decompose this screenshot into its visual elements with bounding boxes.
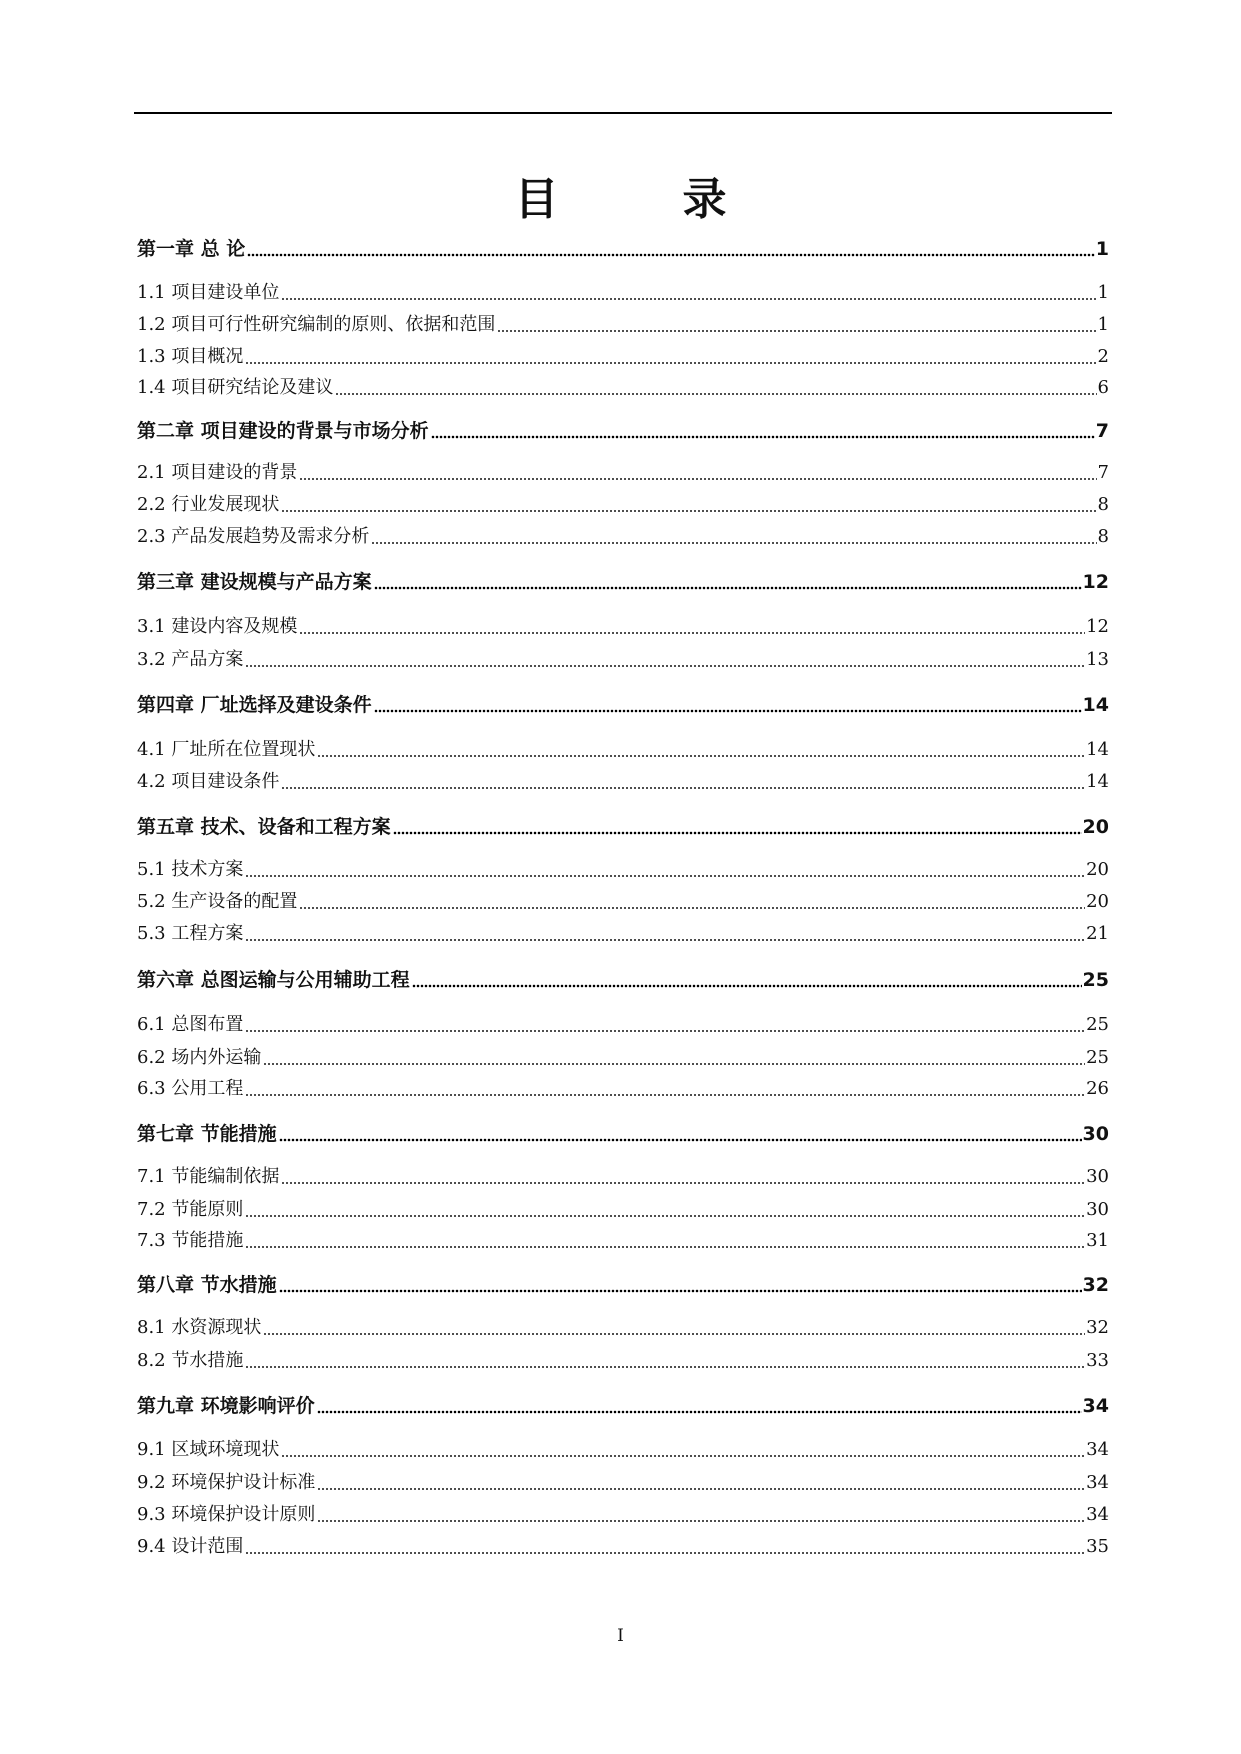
toc-page-number: 30 <box>1086 1199 1109 1220</box>
toc-entry-title: 9.4 设计范围 <box>137 1536 244 1557</box>
toc-page-number: 25 <box>1086 1047 1109 1068</box>
toc-page-number: 26 <box>1086 1078 1109 1099</box>
toc-entry-title: 8.1 水资源现状 <box>137 1317 262 1338</box>
toc-page-number: 20 <box>1086 859 1109 880</box>
toc-entry-title: 第五章 技术、设备和工程方案 <box>137 816 391 838</box>
toc-page-number: 1 <box>1095 238 1109 260</box>
toc-dot-leader <box>279 1138 1082 1142</box>
toc-entry-title: 第一章 总 论 <box>137 238 246 260</box>
toc-chapter-entry[interactable] <box>137 565 1109 595</box>
toc-dot-leader <box>497 329 1096 333</box>
toc-section-entry[interactable] <box>137 1498 1109 1528</box>
toc-dot-leader <box>317 1410 1082 1414</box>
toc-section-entry[interactable] <box>137 1193 1109 1223</box>
toc-entry-title: 第九章 环境影响评价 <box>137 1395 315 1417</box>
page-title: 目 录 <box>514 174 767 225</box>
toc-dot-leader <box>335 392 1096 396</box>
toc-section-entry[interactable] <box>137 1160 1109 1190</box>
toc-section-entry[interactable] <box>137 456 1109 486</box>
toc-dot-leader <box>245 1214 1085 1218</box>
toc-entry-title: 第八章 节水措施 <box>137 1274 277 1296</box>
toc-page-number: 25 <box>1082 969 1109 991</box>
toc-dot-leader <box>245 1365 1085 1369</box>
toc-dot-leader <box>263 1062 1085 1066</box>
toc-page-number: 8 <box>1097 494 1109 515</box>
toc-entry-title: 4.1 厂址所在位置现状 <box>137 739 316 760</box>
toc-entry-title: 7.1 节能编制依据 <box>137 1166 280 1187</box>
toc-dot-leader <box>245 1245 1085 1249</box>
toc-entry-title: 8.2 节水措施 <box>137 1350 244 1371</box>
toc-chapter-entry[interactable] <box>137 963 1109 993</box>
toc-chapter-entry[interactable] <box>137 1389 1109 1419</box>
toc-page-number: 20 <box>1086 891 1109 912</box>
toc-page-number: 14 <box>1086 739 1109 760</box>
toc-entry-title: 3.1 建设内容及规模 <box>137 616 298 637</box>
toc-page-number: 21 <box>1086 923 1109 944</box>
toc-page-number: 14 <box>1082 694 1109 716</box>
toc-page-number: 6 <box>1097 377 1109 398</box>
toc-entry-title: 5.2 生产设备的配置 <box>137 891 298 912</box>
toc-chapter-entry[interactable] <box>137 232 1109 262</box>
toc-section-entry[interactable] <box>137 340 1109 370</box>
toc-dot-leader <box>371 541 1096 545</box>
toc-dot-leader <box>245 1551 1085 1555</box>
toc-section-entry[interactable] <box>137 853 1109 883</box>
toc-entry-title: 7.3 节能措施 <box>137 1230 244 1251</box>
toc-entry-title: 6.1 总图布置 <box>137 1014 244 1035</box>
toc-section-entry[interactable] <box>137 765 1109 795</box>
toc-chapter-entry[interactable] <box>137 414 1109 444</box>
toc-page-number: 1 <box>1097 282 1109 303</box>
toc-dot-leader <box>281 786 1085 790</box>
toc-entry-title: 3.2 产品方案 <box>137 649 244 670</box>
toc-section-entry[interactable] <box>137 643 1109 673</box>
toc-section-entry[interactable] <box>137 520 1109 550</box>
toc-dot-leader <box>374 586 1082 590</box>
toc-section-entry[interactable] <box>137 610 1109 640</box>
toc-dot-leader <box>281 297 1096 301</box>
toc-section-entry[interactable] <box>137 1311 1109 1341</box>
toc-entry-title: 第二章 项目建设的背景与市场分析 <box>137 420 429 442</box>
toc-dot-leader <box>263 1332 1085 1336</box>
toc-section-entry[interactable] <box>137 1530 1109 1560</box>
toc-dot-leader <box>431 435 1095 439</box>
toc-section-entry[interactable] <box>137 1466 1109 1496</box>
toc-page-number: 2 <box>1097 346 1109 367</box>
toc-page-number: 7 <box>1095 420 1109 442</box>
toc-dot-leader <box>299 631 1085 635</box>
toc-entry-title: 6.2 场内外运输 <box>137 1047 262 1068</box>
toc-dot-leader <box>245 664 1085 668</box>
toc-section-entry[interactable] <box>137 1433 1109 1463</box>
toc-section-entry[interactable] <box>137 276 1109 306</box>
toc-entry-title: 6.3 公用工程 <box>137 1078 244 1099</box>
toc-page-number: 12 <box>1082 571 1109 593</box>
toc-chapter-entry[interactable] <box>137 810 1109 840</box>
toc-entry-title: 4.2 项目建设条件 <box>137 771 280 792</box>
toc-page-number: 34 <box>1086 1439 1109 1460</box>
toc-dot-leader <box>245 1093 1085 1097</box>
toc-dot-leader <box>245 361 1096 365</box>
toc-section-entry[interactable] <box>137 885 1109 915</box>
toc-chapter-entry[interactable] <box>137 1268 1109 1298</box>
toc-entry-title: 1.2 项目可行性研究编制的原则、依据和范围 <box>137 314 496 335</box>
header-rule <box>134 112 1112 114</box>
toc-entry-title: 5.1 技术方案 <box>137 859 244 880</box>
toc-section-entry[interactable] <box>137 308 1109 338</box>
toc-entry-title: 第四章 厂址选择及建设条件 <box>137 694 372 716</box>
toc-entry-title: 第三章 建设规模与产品方案 <box>137 571 372 593</box>
toc-section-entry[interactable] <box>137 917 1109 947</box>
toc-page-number: 8 <box>1097 526 1109 547</box>
toc-entry-title: 5.3 工程方案 <box>137 923 244 944</box>
toc-section-entry[interactable] <box>137 1008 1109 1038</box>
toc-dot-leader <box>317 754 1085 758</box>
toc-dot-leader <box>317 1487 1085 1491</box>
toc-entry-title: 2.1 项目建设的背景 <box>137 462 298 483</box>
toc-page-number: 7 <box>1097 462 1109 483</box>
toc-entry-title: 1.4 项目研究结论及建议 <box>137 377 334 398</box>
toc-entry-title: 2.3 产品发展趋势及需求分析 <box>137 526 370 547</box>
toc-page-number: 25 <box>1086 1014 1109 1035</box>
toc-entry-title: 第七章 节能措施 <box>137 1123 277 1145</box>
toc-page-number: 35 <box>1086 1536 1109 1557</box>
toc-dot-leader <box>247 253 1095 257</box>
toc-page-number: 1 <box>1097 314 1109 335</box>
toc-page-number: 20 <box>1082 816 1109 838</box>
toc-dot-leader <box>299 906 1085 910</box>
toc-page-number: 34 <box>1086 1472 1109 1493</box>
toc-page-number: 32 <box>1082 1274 1109 1296</box>
toc-section-entry[interactable] <box>137 1344 1109 1374</box>
toc-dot-leader <box>245 874 1085 878</box>
toc-section-entry[interactable] <box>137 1072 1109 1102</box>
toc-section-entry[interactable] <box>137 1041 1109 1071</box>
toc-dot-leader <box>281 509 1096 513</box>
toc-entry-title: 第六章 总图运输与公用辅助工程 <box>137 969 410 991</box>
toc-dot-leader <box>245 1029 1085 1033</box>
toc-page-number: 32 <box>1086 1317 1109 1338</box>
toc-entry-title: 9.2 环境保护设计标准 <box>137 1472 316 1493</box>
toc-page-number: 14 <box>1086 771 1109 792</box>
toc-page-number: 30 <box>1086 1166 1109 1187</box>
toc-section-entry[interactable] <box>137 488 1109 518</box>
toc-chapter-entry[interactable] <box>137 1117 1109 1147</box>
toc-entry-title: 1.1 项目建设单位 <box>137 282 280 303</box>
page-number: I <box>617 1626 624 1646</box>
toc-section-entry[interactable] <box>137 371 1109 401</box>
toc-page-number: 34 <box>1082 1395 1109 1417</box>
toc-page-number: 30 <box>1082 1123 1109 1145</box>
toc-entry-title: 2.2 行业发展现状 <box>137 494 280 515</box>
toc-dot-leader <box>393 831 1082 835</box>
toc-page-number: 12 <box>1086 616 1109 637</box>
toc-page-number: 13 <box>1086 649 1109 670</box>
toc-dot-leader <box>279 1289 1082 1293</box>
toc-entry-title: 7.2 节能原则 <box>137 1199 244 1220</box>
toc-dot-leader <box>281 1181 1085 1185</box>
toc-dot-leader <box>299 477 1096 481</box>
toc-dot-leader <box>412 984 1082 988</box>
toc-page-number: 31 <box>1086 1230 1109 1251</box>
toc-section-entry[interactable] <box>137 733 1109 763</box>
toc-chapter-entry[interactable] <box>137 688 1109 718</box>
toc-dot-leader <box>281 1454 1085 1458</box>
toc-page-number: 33 <box>1086 1350 1109 1371</box>
toc-entry-title: 9.1 区域环境现状 <box>137 1439 280 1460</box>
toc-dot-leader <box>245 938 1085 942</box>
toc-dot-leader <box>374 709 1082 713</box>
toc-entry-title: 9.3 环境保护设计原则 <box>137 1504 316 1525</box>
toc-entry-title: 1.3 项目概况 <box>137 346 244 367</box>
toc-dot-leader <box>317 1519 1085 1523</box>
toc-section-entry[interactable] <box>137 1224 1109 1254</box>
toc-page-number: 34 <box>1086 1504 1109 1525</box>
